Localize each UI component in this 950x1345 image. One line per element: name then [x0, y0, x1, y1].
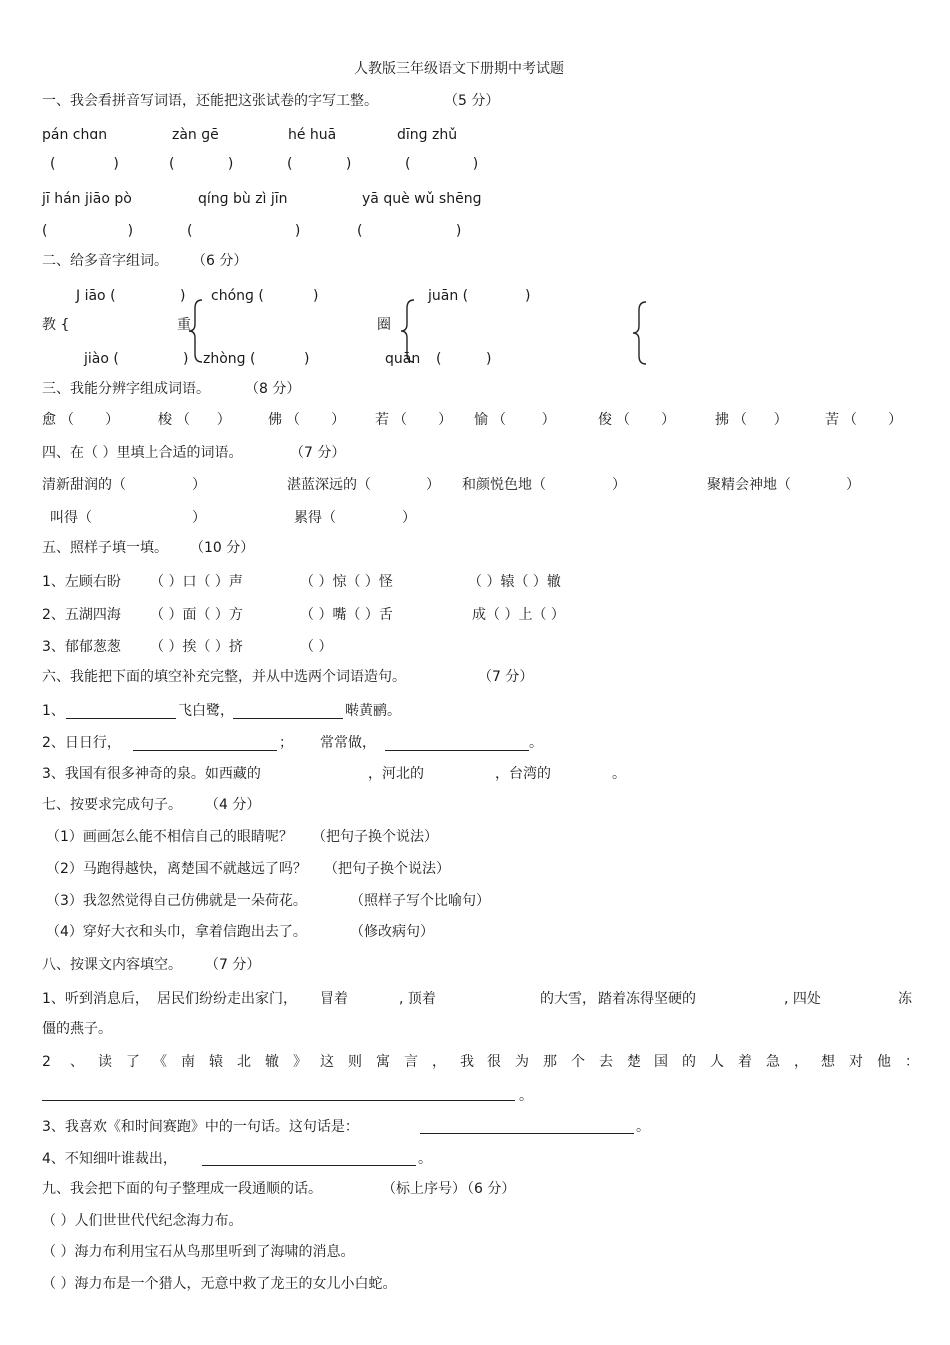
polyphone-reading: chónɡ ( [211, 288, 264, 304]
spaced-char: 个 [571, 1054, 585, 1070]
idiom-blank[interactable]: （ ）辕（ ）辙 [468, 574, 561, 590]
line-text: 冻 [898, 991, 912, 1007]
paren-close: ) [304, 351, 310, 367]
spaced-char: 为 [515, 1054, 529, 1070]
answer-paren[interactable]: （ ） [733, 412, 788, 428]
line-text: 4、不知细叶谁裁出， [42, 1151, 177, 1167]
spaced-char: 这 [320, 1054, 334, 1070]
spaced-char: 对 [849, 1054, 863, 1070]
polyphone-char: 重 [177, 317, 191, 333]
spaced-char: 北 [237, 1054, 251, 1070]
answer-line[interactable] [233, 718, 343, 719]
spaced-char: 辙 [265, 1054, 279, 1070]
spaced-char: 想 [821, 1054, 835, 1070]
line-text: 1、听到消息后， [42, 991, 149, 1007]
section-6-heading: 六、我能把下面的填空补充完整，并从中选两个词语造句。 [42, 669, 406, 685]
spaced-char: 那 [543, 1054, 557, 1070]
idiom-blank[interactable]: （ ）口（ ）声 [150, 574, 243, 590]
section-4-score: （7 分） [290, 445, 346, 461]
char-item: 佛 [268, 412, 282, 428]
line-prefix: 2、日日行， [42, 735, 121, 751]
pinyin-item: hé huā [288, 127, 337, 143]
line-text: 常常做， [320, 735, 376, 751]
section-5-heading: 五、照样子填一填。 [42, 540, 168, 556]
answer-paren[interactable]: （ ） [393, 412, 453, 428]
sentence-requirement: （把句子换个说法） [312, 829, 438, 845]
section-3-score: （8 分） [245, 381, 301, 397]
paren-close: ） [426, 477, 440, 493]
idiom-blank[interactable]: （ ）惊（ ）怪 [300, 574, 393, 590]
sentence-requirement: （照样子写个比喻句） [350, 893, 490, 909]
paren-close: ) [313, 288, 319, 304]
paren-close: ） [846, 477, 860, 493]
answer-line[interactable] [202, 1165, 416, 1166]
idiom-blank[interactable]: （ ）挨（ ）挤 [150, 639, 243, 655]
polyphone-reading: jiào ( [84, 351, 119, 367]
paren-close: ） [402, 510, 416, 526]
polyphone-char: 教 { [42, 317, 70, 333]
pinyin-item: yā què wǔ shēnɡ [362, 191, 482, 207]
sentence-requirement: （修改病句） [350, 924, 434, 940]
spaced-char: 楚 [627, 1054, 641, 1070]
answer-line[interactable] [420, 1133, 634, 1134]
line-text: 。 [636, 1119, 650, 1135]
spaced-char: 寓 [376, 1054, 390, 1070]
paren-close: ) [525, 288, 531, 304]
fill-item: 和颜悦色地（ [462, 477, 546, 493]
paren-close: ) [183, 351, 189, 367]
page-title: 人教版三年级语文下册期中考试题 [354, 61, 564, 77]
section-2-score: （6 分） [192, 253, 248, 269]
sentence-question: （3）我忽然觉得自己仿佛就是一朵荷花。 [46, 893, 307, 909]
section-1-heading: 一、我会看拼音写词语，还能把这张试卷的字写工整。 [42, 93, 378, 109]
line-text: 居民们纷纷走出家门， [157, 991, 297, 1007]
spaced-char: 很 [487, 1054, 501, 1070]
answer-paren[interactable]: ( ) [357, 223, 462, 239]
section-9-note: （标上序号） [382, 1181, 466, 1197]
pinyin-item: pán chɑn [42, 127, 108, 143]
ordering-item[interactable]: （ ）海力布是一个猎人，无意中救了龙王的女儿小白蛇。 [42, 1276, 397, 1292]
polyphone-reading: quān [385, 351, 421, 367]
pinyin-item: dīnɡ zhǔ [397, 127, 458, 143]
brace-icon [398, 298, 418, 364]
spaced-char: ： [905, 1054, 919, 1070]
paren-close: ） [612, 477, 626, 493]
line-text: ，河北的 [368, 766, 424, 782]
answer-paren[interactable]: ( ) [405, 156, 479, 172]
line-text: , 顶着 [399, 991, 436, 1007]
answer-paren[interactable]: （ ） [60, 412, 120, 428]
answer-paren[interactable]: （ ） [286, 412, 346, 428]
answer-paren[interactable]: ( ) [287, 156, 352, 172]
line-text: 3、我喜欢《和时间赛跑》中的一句话。这句话是： [42, 1119, 359, 1135]
brace-icon [186, 298, 206, 364]
paren-blank: ( ) [436, 351, 492, 367]
line-text: , 四处 [784, 991, 821, 1007]
answer-line[interactable] [385, 750, 529, 751]
spaced-char: 的 [682, 1054, 696, 1070]
fill-item: 聚精会神地（ [707, 477, 791, 493]
idiom-blank[interactable]: （ ）面（ ）方 [150, 607, 243, 623]
sentence-question: （4）穿好大衣和头巾，拿着信跑出去了。 [46, 924, 307, 940]
char-item: 拂 [715, 412, 729, 428]
pinyin-item: jī hán jiāo pò [42, 191, 132, 207]
section-8-score: （7 分） [205, 957, 261, 973]
section-4-heading: 四、在（ ）里填上合适的词语。 [42, 445, 243, 461]
line-text: 的大雪， [540, 991, 596, 1007]
paren-close: ） [192, 477, 206, 493]
spaced-char: 急 [766, 1054, 780, 1070]
line-text: 。 [519, 1088, 533, 1104]
line-text: 。 [418, 1151, 432, 1167]
spaced-char: 辕 [209, 1054, 223, 1070]
spaced-char: 、 [70, 1054, 84, 1070]
sentence-requirement: （把句子换个说法） [324, 861, 450, 877]
answer-line[interactable] [66, 718, 176, 719]
fill-item: 湛蓝深远的（ [287, 477, 371, 493]
spaced-char: 人 [710, 1054, 724, 1070]
spaced-char: 南 [181, 1054, 195, 1070]
polyphone-reading: juān ( [428, 288, 469, 304]
section-1-score: （5 分） [444, 93, 500, 109]
spaced-char: 国 [654, 1054, 668, 1070]
answer-paren[interactable]: ( ) [169, 156, 234, 172]
char-item: 俊 [598, 412, 612, 428]
idiom-blank[interactable]: （ ） [300, 639, 333, 655]
answer-line[interactable] [42, 1100, 515, 1101]
line-text: 3、我国有很多神奇的泉。如西藏的 [42, 766, 261, 782]
answer-paren[interactable]: ( ) [42, 223, 134, 239]
polyphone-reading: J iāo ( [76, 288, 116, 304]
char-item: 愉 [474, 412, 488, 428]
idiom-example: 1、左顾右盼 [42, 574, 121, 590]
paren-close: ） [192, 510, 206, 526]
idiom-example: 3、郁郁葱葱 [42, 639, 121, 655]
fill-item: 叫得（ [50, 510, 92, 526]
section-9-score: （6 分） [460, 1181, 516, 1197]
answer-paren[interactable]: （ ） [843, 412, 903, 428]
spaced-char: 则 [348, 1054, 362, 1070]
paren-close: ) [180, 288, 186, 304]
char-item: 苦 [825, 412, 839, 428]
line-prefix: 1、 [42, 703, 65, 719]
line-text: 啭黄鹂。 [345, 703, 401, 719]
sentence-question: （2）马跑得越快，离楚国不就越远了吗？ [46, 861, 307, 877]
pinyin-item: zàn ɡē [172, 127, 219, 143]
section-3-heading: 三、我能分辨字组成词语。 [42, 381, 210, 397]
spaced-char: 我 [460, 1054, 474, 1070]
char-item: 梭 [158, 412, 172, 428]
spaced-char: ， [432, 1054, 446, 1070]
idiom-example: 2、五湖四海 [42, 607, 121, 623]
spaced-char: 2 [42, 1054, 51, 1070]
polyphone-char: 圈 [377, 317, 391, 333]
spaced-char: 读 [98, 1054, 112, 1070]
section-8-heading: 八、按课文内容填空。 [42, 957, 182, 973]
char-item: 若 [375, 412, 389, 428]
section-2-heading: 二、给多音字组词。 [42, 253, 168, 269]
line-text: 。 [612, 766, 626, 782]
section-6-score: （7 分） [478, 669, 534, 685]
section-7-score: （4 分） [205, 797, 261, 813]
sentence-question: （1）画画怎么能不相信自己的眼睛呢？ [46, 829, 293, 845]
spaced-char: ， [794, 1054, 808, 1070]
idiom-blank[interactable]: 成（ ）上（ ） [472, 607, 565, 623]
line-text: 冒着 [320, 991, 348, 1007]
section-7-heading: 七、按要求完成句子。 [42, 797, 182, 813]
answer-paren[interactable]: （ ） [492, 412, 556, 428]
line-text: 僵的燕子。 [42, 1021, 112, 1037]
polyphone-reading: zhònɡ ( [203, 351, 256, 367]
brace-icon [630, 300, 650, 366]
pinyin-item: qínɡ bù zì jīn [198, 191, 288, 207]
spaced-char: 《 [153, 1054, 167, 1070]
spaced-char: 言 [404, 1054, 418, 1070]
answer-paren[interactable]: （ ） [176, 412, 231, 428]
answer-line[interactable] [133, 750, 277, 751]
line-text: ； [279, 735, 293, 751]
section-9-heading: 九、我会把下面的句子整理成一段通顺的话。 [42, 1181, 322, 1197]
answer-paren[interactable]: ( ) [50, 156, 119, 172]
char-item: 愈 [42, 412, 56, 428]
fill-item: 累得（ [294, 510, 336, 526]
idiom-blank[interactable]: （ ）嘴（ ）舌 [300, 607, 393, 623]
spaced-char: 着 [738, 1054, 752, 1070]
ordering-item[interactable]: （ ）海力布利用宝石从鸟那里听到了海啸的消息。 [42, 1244, 355, 1260]
line-text: 飞白鹭， [178, 703, 234, 719]
answer-paren[interactable]: （ ） [616, 412, 676, 428]
spaced-char: 他 [877, 1054, 891, 1070]
spaced-char: 了 [126, 1054, 140, 1070]
line-text: 。 [529, 735, 543, 751]
fill-item: 清新甜润的（ [42, 477, 126, 493]
spaced-char: 去 [599, 1054, 613, 1070]
section-5-score: （10 分） [190, 540, 255, 556]
ordering-item[interactable]: （ ）人们世世代代纪念海力布。 [42, 1213, 243, 1229]
line-text: ，台湾的 [495, 766, 551, 782]
answer-paren[interactable]: ( ) [187, 223, 301, 239]
line-text: 踏着冻得坚硬的 [598, 991, 696, 1007]
spaced-char: 》 [293, 1054, 307, 1070]
